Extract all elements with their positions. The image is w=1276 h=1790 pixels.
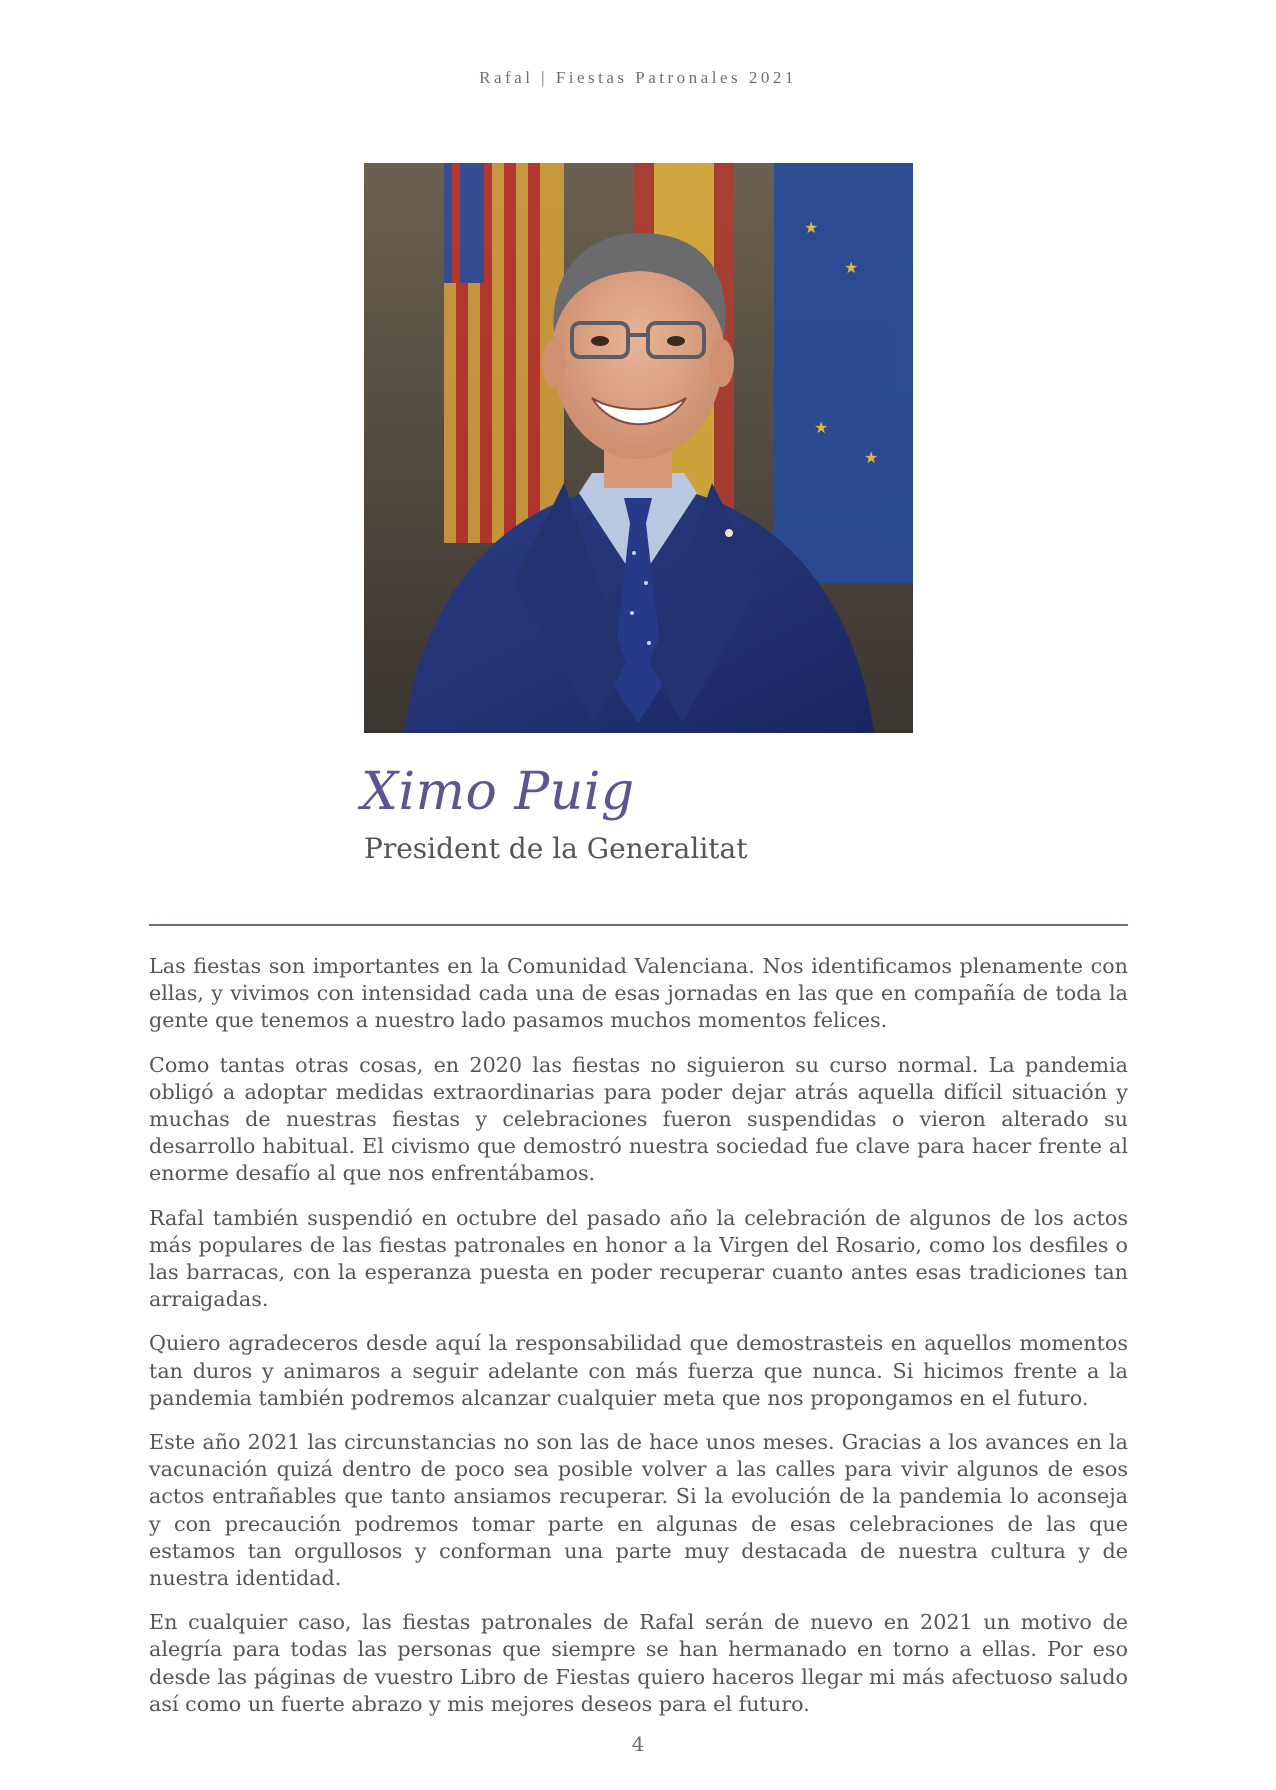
svg-text:★: ★ <box>844 258 859 277</box>
letter-body <box>149 953 1128 1735</box>
paragraph: Rafal también suspendió en octubre del pasado año la celebración de algunos de los actos más populares de las fiestas patronales en honor a la Virgen del Rosario, como los desfiles o las barracas, con la esperanza puesta en poder recuperar cuanto antes esas tradiciones tan arraigadas. <box>149 1205 1128 1312</box>
signatory-name: Ximo Puig <box>361 762 635 822</box>
paragraph: En cualquier caso, las fiestas patronales de Rafal serán de nuevo en 2021 un motivo de alegría para todas las personas que siempre se han hermanado en torno a ellas. Por eso desde las páginas de vuestro Libro de Fiestas quiero haceros llegar mi más afectuoso saludo así como un fuerte abrazo y mis mejores deseos para el futuro. <box>149 1610 1128 1716</box>
section-divider <box>149 924 1128 926</box>
svg-text:★: ★ <box>804 218 819 237</box>
portrait-illustration <box>364 163 913 733</box>
svg-text:★: ★ <box>814 418 829 437</box>
svg-text:★: ★ <box>864 448 879 467</box>
signatory-role: President de la Generalitat <box>364 832 748 865</box>
page-number: 4 <box>631 1732 645 1756</box>
paragraph: Las fiestas son importantes en la Comunidad Valenciana. Nos identificamos plenamente con ellas, y vivimos con intensidad cada una de esas jornadas en las que en compañía de toda la gente que tenemos a nuestro lado pasamos muchos momentos felices. <box>149 954 1128 1033</box>
portrait-photo <box>364 163 913 733</box>
paragraph: Quiero agradeceros desde aquí la responsabilidad que demostrasteis en aquellos momentos tan duros y animaros a seguir adelante con más fuerza que nunca. Si hicimos frente a la pandemia también podremos alcanzar cualquier meta que nos propongamos en el futuro. <box>149 1331 1128 1410</box>
paragraph: Como tantas otras cosas, en 2020 las fiestas no siguieron su curso normal. La pandemia obligó a adoptar medidas extraordinarias para poder dejar atrás aquella difícil situación y muchas de nuestras fiestas y celebraciones fueron suspendidas o vieron alterado su desarrollo habitual. El civismo que demostró nuestra sociedad fue clave para hacer frente al enorme desafío al que nos enfrentábamos. <box>149 1052 1128 1186</box>
running-header: Rafal | Fiestas Patronales 2021 <box>479 68 797 87</box>
paragraph: Este año 2021 las circunstancias no son las de hace unos meses. Gracias a los avances en la vacunación quizá dentro de poco sea posible volver a las calles para vivir algunos de esos actos entrañables que tanto ansiamos recuperar. Si la evolución de la pandemia lo aconseja y con precaución podremos tomar parte en algunas de esas celebraciones de las que estamos tan orgullosos y conforman una parte muy destacada de nuestra cultura y de nuestra identidad. <box>149 1430 1128 1591</box>
